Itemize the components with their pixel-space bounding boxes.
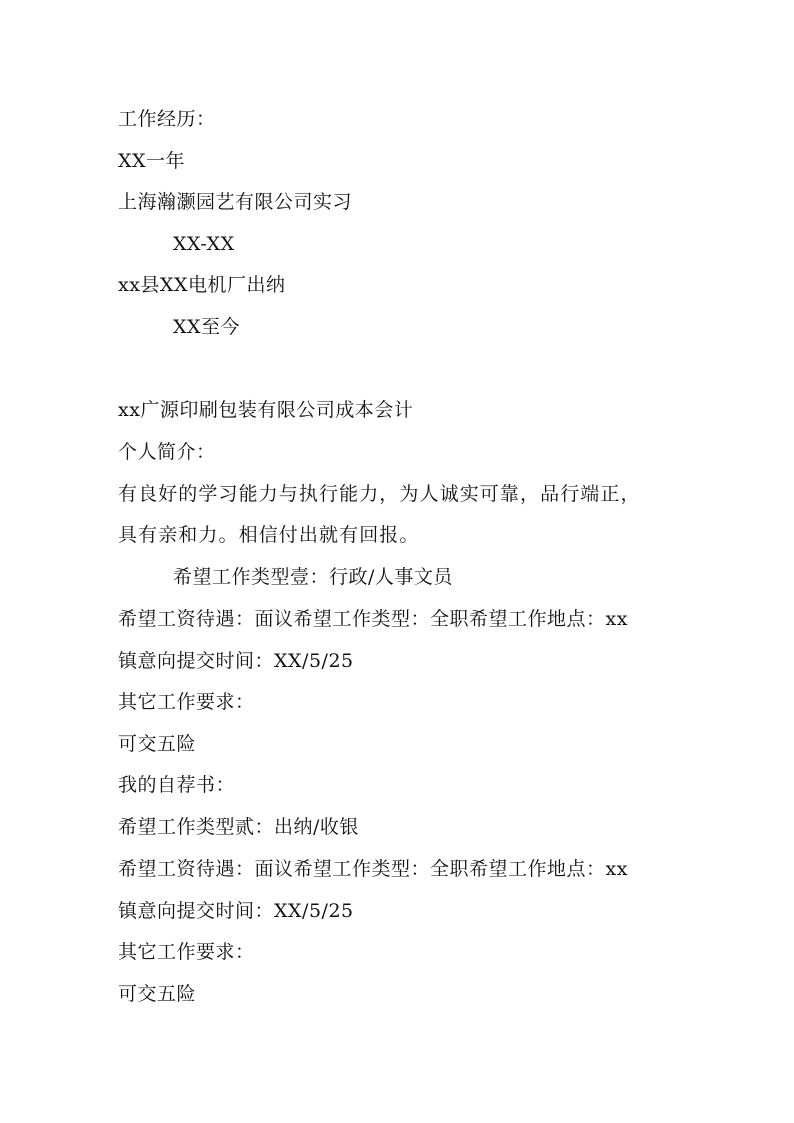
salary-line: 希望工资待遇：面议希望工作类型：全职希望工作地点：xx (118, 858, 628, 880)
salary-line: 希望工资待遇：面议希望工作类型：全职希望工作地点：xx (118, 608, 628, 630)
other-requirements-value: 可交五险 (118, 983, 197, 1005)
work-description: xx广源印刷包装有限公司成本会计 (118, 399, 414, 421)
salary-line: 镇意向提交时间：XX/5/25 (118, 900, 354, 922)
profile-text-line: 有良好的学习能力与执行能力，为人诚实可靠，品行端正， (118, 483, 641, 505)
salary-line: 镇意向提交时间：XX/5/25 (118, 650, 354, 672)
work-history-heading: 工作经历： (118, 108, 216, 130)
job-type-line: 希望工作类型贰：出纳/收银 (118, 816, 359, 838)
other-requirements-heading: 其它工作要求： (118, 691, 255, 713)
profile-text-line: 具有亲和力。相信付出就有回报。 (118, 524, 420, 546)
profile-heading: 个人简介： (118, 441, 216, 463)
work-period: XX至今 (173, 316, 241, 338)
work-period: XX-XX (173, 233, 235, 255)
job-type-line: 希望工作类型壹：行政/人事文员 (173, 566, 453, 588)
other-requirements-value: 可交五险 (118, 733, 197, 755)
self-recommendation-heading: 我的自荐书： (118, 774, 236, 796)
other-requirements-heading: 其它工作要求： (118, 941, 255, 963)
work-period: XX一年 (118, 150, 186, 172)
work-description: xx县XX电机厂出纳 (118, 274, 286, 296)
work-description: 上海瀚灏园艺有限公司实习 (118, 191, 353, 213)
